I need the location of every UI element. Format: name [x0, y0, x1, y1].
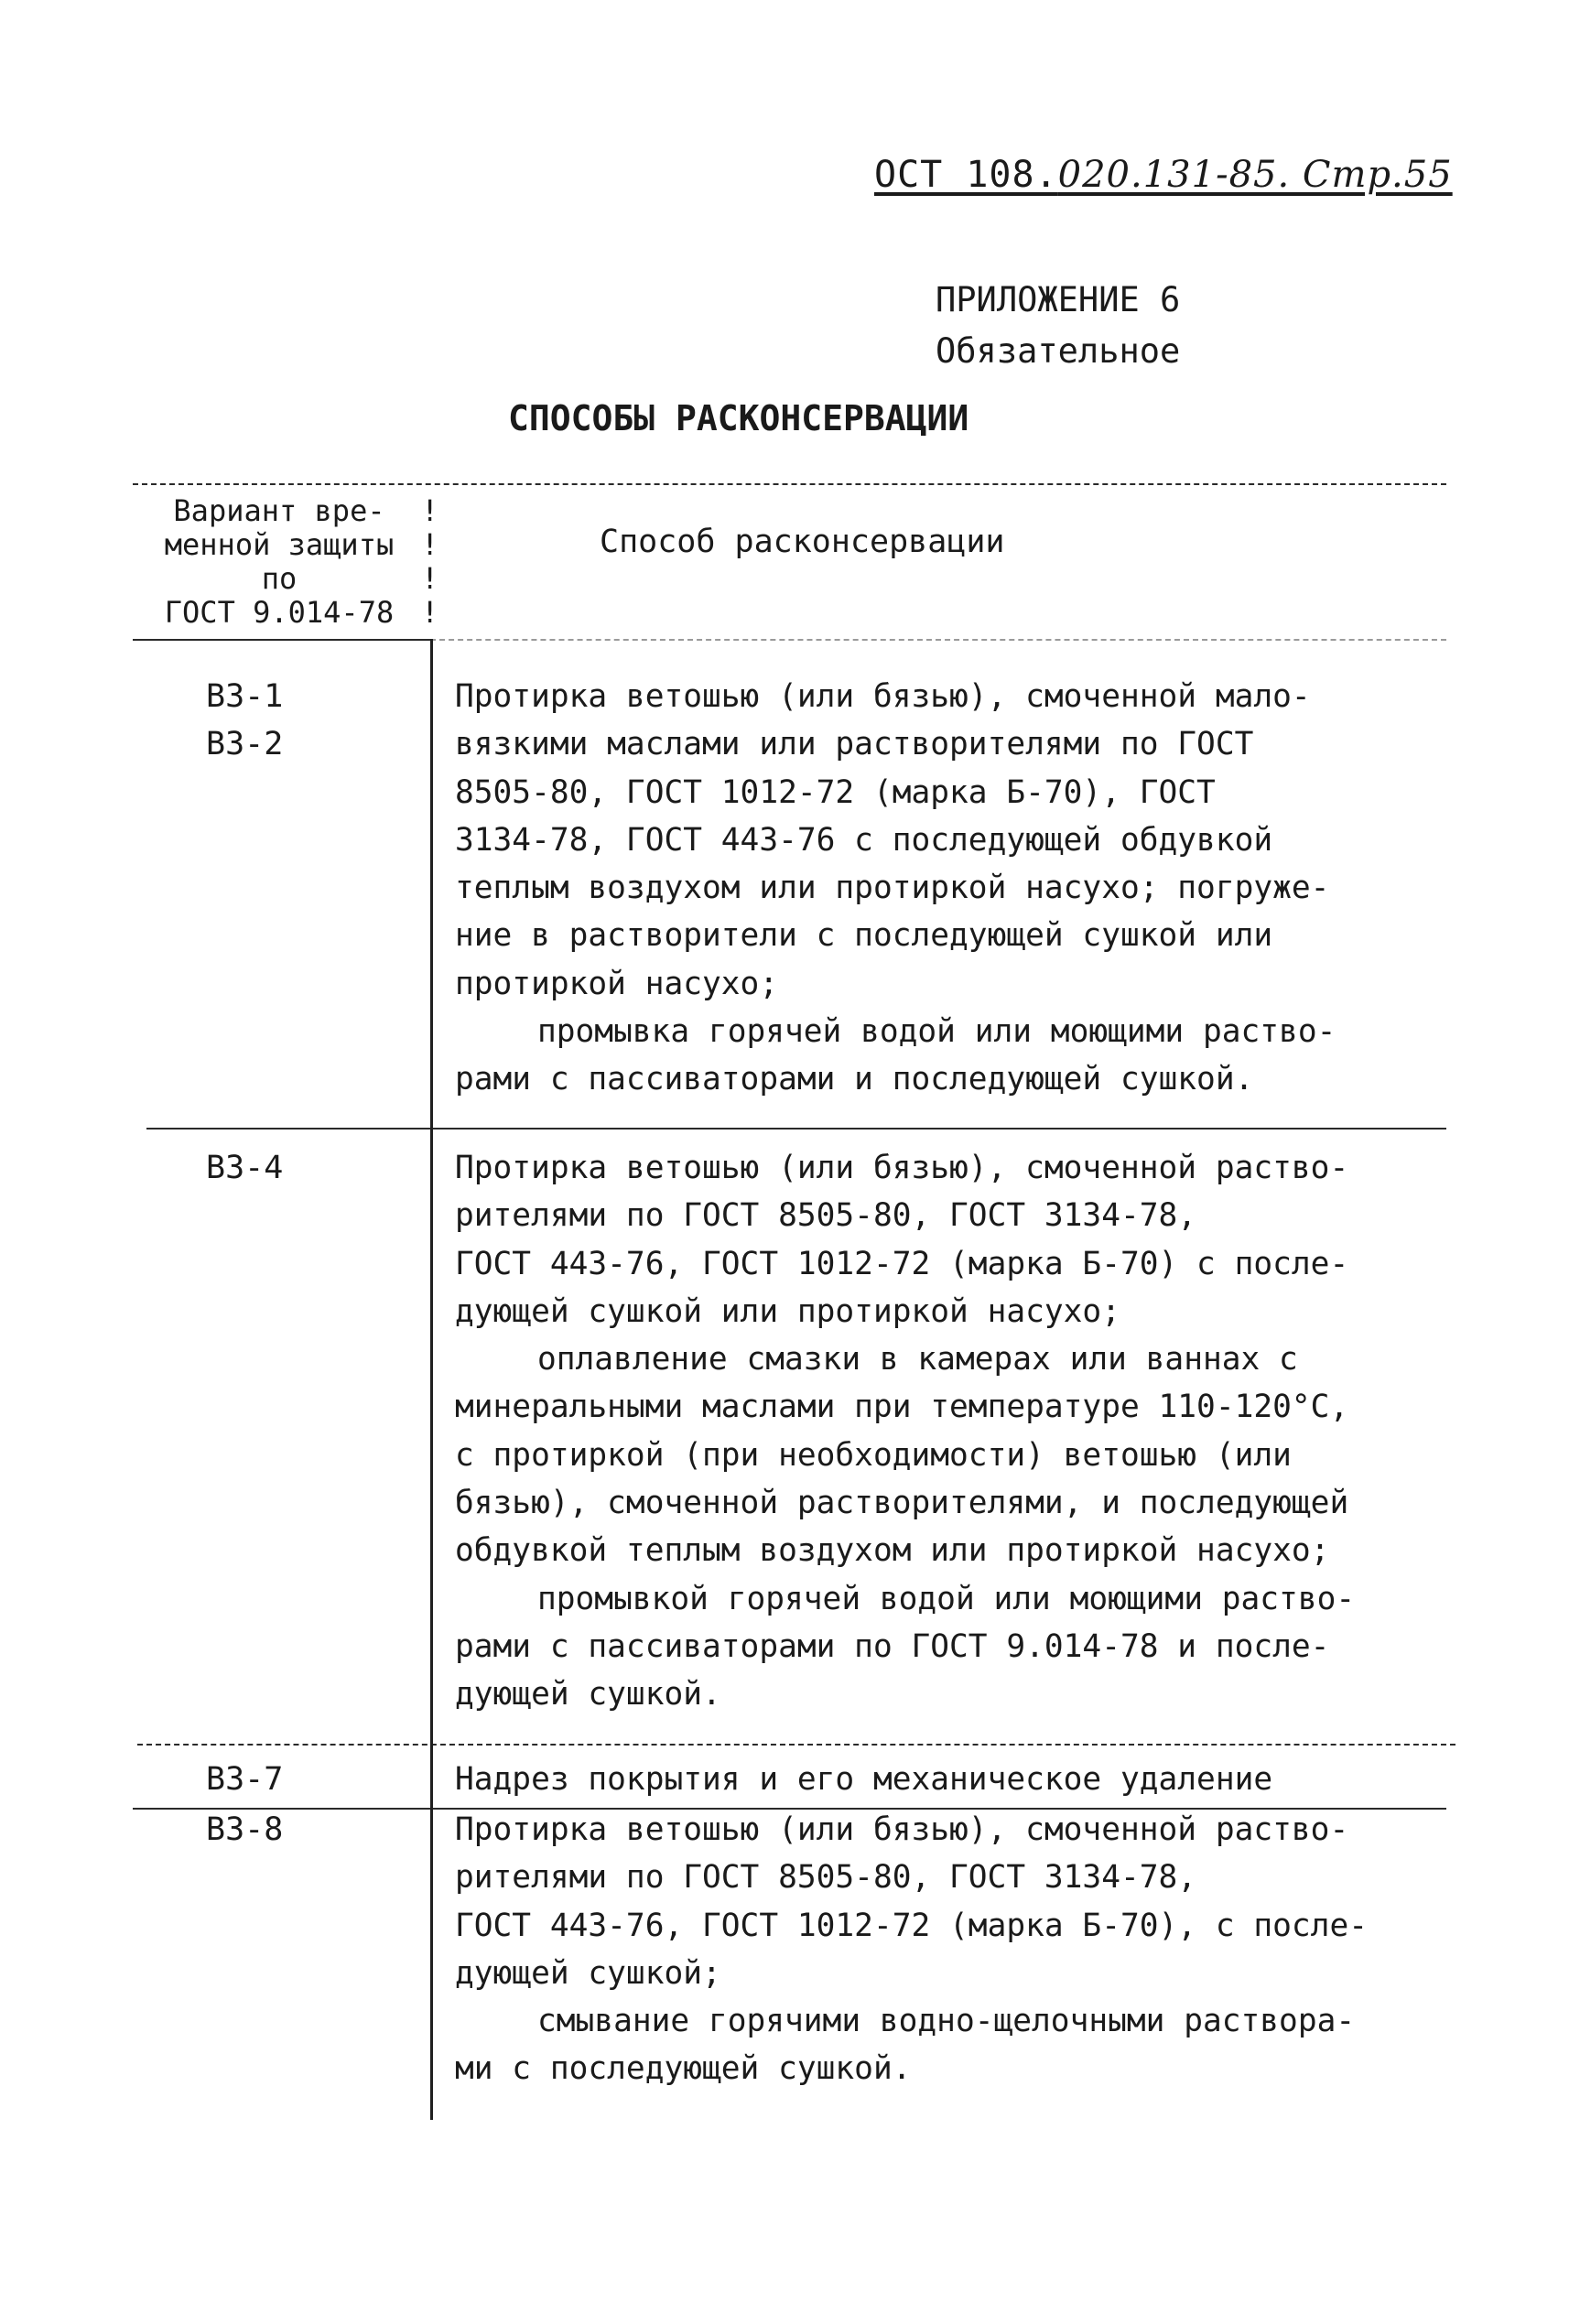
text-line: оплавление смазки в камерах или ваннах с — [537, 1341, 1298, 1378]
row-1-codes: ВЗ-1 ВЗ-2 — [206, 678, 284, 762]
text-line: дующей сушкой или протиркой насухо; — [455, 1292, 1120, 1330]
text-line: ГОСТ 443-76, ГОСТ 1012-72 (марка Б-70) с после- — [455, 1245, 1349, 1282]
text-line: вязкими маслами или растворителями по ГОСТ — [455, 726, 1254, 763]
column-header-variant: Вариант вре- менной защиты по ГОСТ 9.014-78 — [164, 493, 395, 630]
text-line: дующей сушкой. — [455, 1676, 721, 1713]
text-line: Протирка ветошью (или бязью), смоченной мало- — [455, 678, 1311, 715]
text-line: теплым воздухом или протиркой насухо; погруже- — [455, 870, 1330, 907]
header-bottom-rule-right — [430, 639, 1446, 641]
text-line: Надрез покрытия и его механическое удаление — [455, 1761, 1273, 1798]
text-line: промывка горячей водой или моющими раство- — [537, 1013, 1336, 1051]
row-rule-2 — [137, 1744, 1455, 1746]
row-1-method — [455, 673, 1336, 1104]
text-line: бязью), смоченной растворителями, и последующей — [455, 1485, 1349, 1522]
appendix-block — [936, 275, 1180, 377]
text-line: промывкой горячей водой или моющими раство- — [537, 1580, 1356, 1617]
row-4-codes: ВЗ-8 — [206, 1811, 284, 1848]
text-line: ние в растворители с последующей сушкой или — [455, 917, 1273, 955]
table-top-rule — [133, 483, 1446, 485]
row-2-method — [455, 1144, 1355, 1719]
column-header-method: Способ расконсервации — [600, 524, 1005, 560]
column-divider — [430, 639, 433, 2120]
row-3-codes: ВЗ-7 — [206, 1761, 284, 1798]
text-line: протиркой насухо; — [455, 965, 779, 1002]
row-4-method — [455, 1806, 1368, 2093]
text-line: Протирка ветошью (или бязью), смоченной раство- — [455, 1811, 1349, 1848]
doc-ref-handwritten: 020.131-85. Стр.55 — [1057, 154, 1453, 196]
text-line: 8505-80, ГОСТ 1012-72 (марка Б-70), ГОСТ — [455, 773, 1216, 811]
text-line: ГОСТ 443-76, ГОСТ 1012-72 (марка Б-70), с после- — [455, 1907, 1368, 1944]
appendix-label: ПРИЛОЖЕНИЕ 6 — [936, 280, 1181, 319]
row-3-method — [455, 1756, 1272, 1803]
page-title: СПОСОБЫ РАСКОНСЕРВАЦИИ — [508, 398, 969, 438]
row-2-codes: ВЗ-4 — [206, 1150, 284, 1186]
text-line: минеральными маслами при температуре 110-120°С, — [455, 1389, 1349, 1426]
row-rule-1 — [146, 1128, 1446, 1130]
text-line: рителями по ГОСТ 8505-80, ГОСТ 3134-78, — [455, 1859, 1197, 1897]
text-line: рами с пассиваторами по ГОСТ 9.014-78 и после- — [455, 1627, 1330, 1665]
text-line: рителями по ГОСТ 8505-80, ГОСТ 3134-78, — [455, 1197, 1197, 1235]
doc-ref-typed: ОСТ 108. — [874, 154, 1058, 196]
column-header-marks: ! ! ! ! — [421, 493, 439, 630]
document-reference — [874, 154, 1453, 196]
appendix-status: Обязательное — [936, 331, 1181, 371]
text-line: обдувкой теплым воздухом или протиркой насухо; — [455, 1532, 1330, 1570]
text-line: рами с пассиваторами и последующей сушкой. — [455, 1061, 1254, 1098]
text-line: ми с последующей сушкой. — [455, 2050, 912, 2088]
header-bottom-rule-left — [133, 639, 430, 641]
text-line: смывание горячими водно-щелочными раствора- — [537, 2003, 1356, 2040]
text-line: 3134-78, ГОСТ 443-76 с последующей обдувкой — [455, 821, 1273, 859]
text-line: с протиркой (при необходимости) ветошью (или — [455, 1436, 1292, 1474]
text-line: Протирка ветошью (или бязью), смоченной раство- — [455, 1150, 1349, 1186]
text-line: дующей сушкой; — [455, 1954, 721, 1992]
